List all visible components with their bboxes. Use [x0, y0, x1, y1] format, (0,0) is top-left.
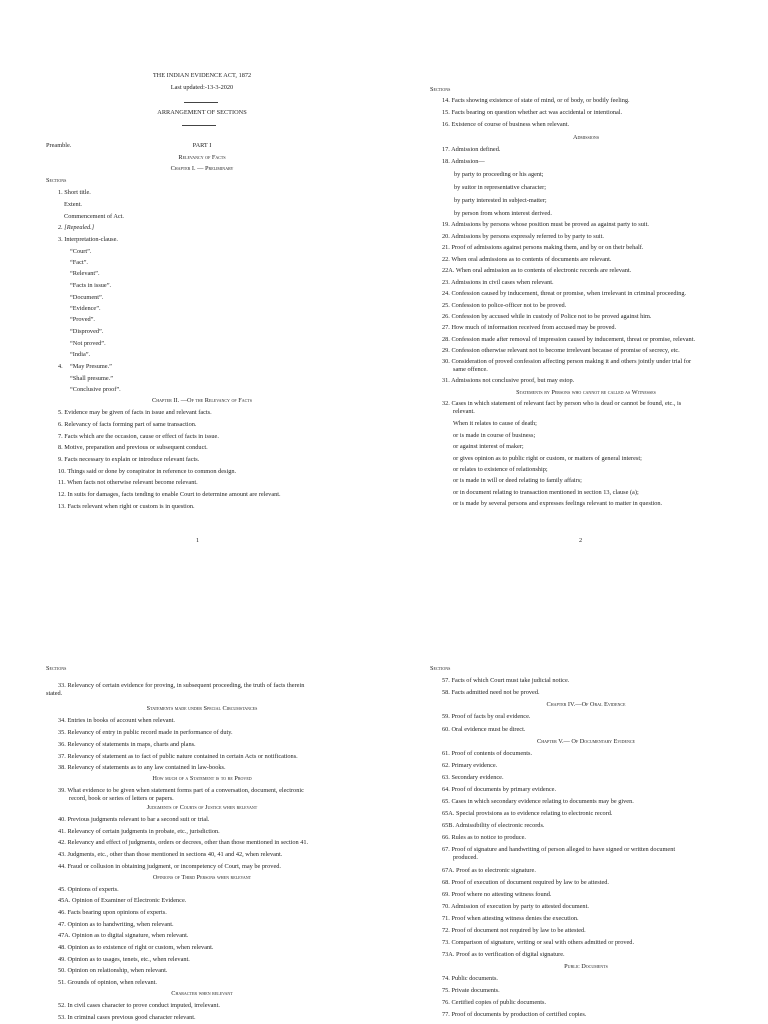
page-4 [384, 512, 768, 1024]
list-item: “Document”. [70, 294, 104, 301]
list-item: 76. Certified copies of public documents. [442, 999, 547, 1006]
act-title: THE INDIAN EVIDENCE ACT, 1872 [152, 72, 252, 79]
page-3 [0, 512, 384, 1024]
list-item: 1. Short title. [58, 189, 91, 196]
chapter-5-heading: Chapter V.— Of Documentary Evidence [537, 738, 635, 745]
page-1 [0, 0, 384, 512]
list-item: 45A. Opinion of Examiner of Electronic Evidence. [58, 897, 187, 904]
list-item: 9. Facts necessary to explain or introduce relevant facts. [58, 456, 200, 463]
list-item: 68. Proof of execution of document required by law to be attested. [442, 879, 609, 886]
list-item: record, book or series of letters or papers. [69, 795, 174, 802]
divider [184, 102, 218, 103]
list-item: 15. Facts bearing on question whether act was accidental or intentional. [442, 109, 623, 116]
list-item: 18. Admission— [442, 158, 485, 165]
list-item: 17. Admission defined. [442, 146, 501, 153]
public-documents-heading: Public Documents [564, 963, 608, 970]
list-item: 6. Relevancy of facts forming part of same transaction. [58, 421, 197, 428]
list-item: 50. Opinion on relationship, when relevant. [58, 967, 168, 974]
list-item: 72. Proof of document not required by law to be attested. [442, 927, 586, 934]
list-item: 65B. Admissibility of electronic records. [442, 822, 545, 829]
list-item: 37. Relevancy of statement as to fact of public nature contained in certain Acts or notifications. [58, 753, 298, 760]
list-item: 59. Proof of facts by oral evidence. [442, 713, 531, 720]
list-item: 71. Proof when attesting witness denies the execution. [442, 915, 579, 922]
list-item: or is made in course of business; [453, 432, 536, 439]
sections-label: Sections [46, 177, 67, 184]
last-updated: Last updated:-13-3-2020 [170, 84, 234, 91]
list-item: 73. Comparison of signature, writing or seal with others admitted or proved. [442, 939, 635, 946]
list-item: produced. [453, 854, 479, 861]
list-item: or is made by several persons and expresses feelings relevant to matter in question. [453, 500, 663, 507]
list-item: 45. Opinions of experts. [58, 886, 119, 893]
page-number: 1 [196, 537, 200, 544]
list-item: 13. Facts relevant when right or custom is in question. [58, 503, 195, 510]
list-item: 23. Admissions in civil cases when relevant. [442, 279, 554, 286]
list-item: 67. Proof of signature and handwriting of person alleged to have signed or written document [442, 846, 676, 853]
list-item: 64. Proof of documents by primary evidence. [442, 786, 557, 793]
list-item: 66. Rules as to notice to produce. [442, 834, 526, 841]
list-item: 8. Motive, preparation and previous or subsequent conduct. [58, 444, 208, 451]
list-item: 35. Relevancy of entry in public record made in performance of duty. [58, 729, 233, 736]
list-item: 73A. Proof as to verification of digital signature. [442, 951, 565, 958]
list-item: or against interest of maker; [453, 443, 524, 450]
list-item: 7. Facts which are the occasion, cause or effect of facts in issue. [58, 433, 219, 440]
list-item: 22A. When oral admission as to contents of electronic records are relevant. [442, 267, 632, 274]
list-item: 46. Facts bearing upon opinions of experts. [58, 909, 167, 916]
list-item: 24. Confession caused by inducement, threat or promise, when irrelevant in criminal proceeding. [442, 290, 687, 297]
chapter-4-heading: Chapter IV.—Of Oral Evidence [546, 701, 626, 708]
list-item: stated. [46, 690, 63, 697]
list-item: 47. Opinion as to handwriting, when relevant. [58, 921, 174, 928]
admissions-heading: Admissions [572, 134, 600, 141]
list-item: 75. Private documents. [442, 987, 500, 994]
list-item: “Not proved”. [70, 340, 106, 347]
preamble: Preamble. [46, 142, 72, 149]
list-item: or relates to existence of relationship; [453, 466, 548, 473]
list-item: 12. In suits for damages, facts tending to enable Court to determine amount are relevant. [58, 491, 281, 498]
statements-heading: Statements by Persons who cannot be called as Witnesses [516, 389, 656, 396]
list-item: 25. Confession to police-officer not to be proved. [442, 302, 567, 309]
list-item: 14. Facts showing existence of state of mind, or of body, or bodily feeling. [442, 97, 630, 104]
list-item: 28. Confession made after removal of impression caused by inducement, threat or promise, relevant. [442, 336, 696, 343]
list-item: 30. Consideration of proved confession affecting person making it and others jointly under trial for [442, 358, 692, 365]
page-2 [384, 0, 768, 512]
list-item: When it relates to cause of death; [453, 420, 537, 427]
list-item: 38. Relevancy of statements as to any law contained in law-books. [58, 764, 226, 771]
list-item: by person from whom interest derived. [454, 210, 552, 217]
list-item: “May Presume.” [70, 363, 112, 370]
list-item: 27. How much of information received from accused may be proved. [442, 324, 617, 331]
special-circumstances-heading: Statements made under Special Circumstances [146, 705, 258, 712]
list-item: 67A. Proof as to electronic signature. [442, 867, 536, 874]
list-item: 32. Cases in which statement of relevant fact by person who is dead or cannot be found, etc., is [442, 400, 682, 407]
list-item: 65. Cases in which secondary evidence relating to documents may be given. [442, 798, 634, 805]
list-item: relevant. [453, 408, 475, 415]
list-item: 16. Existence of course of business when relevant. [442, 121, 570, 128]
list-item: “India”. [70, 351, 91, 358]
list-item: 21. Proof of admissions against persons making them, and by or on their behalf. [442, 244, 644, 251]
list-item: 19. Admissions by persons whose position must be proved as against party to suit. [442, 221, 649, 228]
part-title: Relevancy of Facts [178, 154, 226, 161]
how-much-heading: How much of a Statement is to be Proved [152, 775, 252, 782]
list-item: by suitor in representative character; [454, 184, 546, 191]
list-item: 26. Confession by accused while in custody of Police not to be proved against him. [442, 313, 652, 320]
list-item: 22. When oral admissions as to contents of documents are relevant. [442, 256, 612, 263]
list-item: 44. Fraud or collusion in obtaining judgment, or incompetency of Court, may be proved. [58, 863, 281, 870]
divider [182, 125, 216, 126]
list-item: 4. [58, 363, 63, 370]
list-item: 43. Judgments, etc., other than those mentioned in sections 40, 41 and 42, when relevant. [58, 851, 283, 858]
list-item: 48. Opinion as to existence of right or custom, when relevant. [58, 944, 214, 951]
list-item: “Evidence”. [70, 305, 101, 312]
list-item: 41. Relevancy of certain judgments in probate, etc., jurisdiction. [58, 828, 220, 835]
list-item: 11. When facts not otherwise relevant become relevant. [58, 479, 198, 486]
list-item: by party to proceeding or his agent; [454, 171, 544, 178]
list-item: or gives opinion as to public right or custom, or matters of general interest; [453, 455, 642, 462]
list-item: 58. Facts admitted need not be proved. [442, 689, 540, 696]
list-item: 52. In civil cases character to prove conduct imputed, irrelevant. [58, 1002, 220, 1009]
character-heading: Character when relevant [171, 990, 233, 997]
list-item: 63. Secondary evidence. [442, 774, 504, 781]
list-item: 2. [Repealed.] [58, 224, 95, 231]
list-item: “Conclusive proof”. [70, 386, 121, 393]
list-item: 42. Relevancy and effect of judgments, orders or decrees, other than those mentioned in section 41. [58, 839, 309, 846]
list-item: 60. Oral evidence must be direct. [442, 726, 526, 733]
sections-label: Sections [46, 665, 67, 672]
list-item: “Fact”. [70, 259, 89, 266]
list-item: or in document relating to transaction mentioned in section 13, clause (a); [453, 489, 639, 496]
list-item: 53. In criminal cases previous good character relevant. [58, 1014, 196, 1021]
page-number: 2 [579, 537, 583, 544]
list-item: Extent. [64, 201, 83, 208]
arrangement-heading: ARRANGEMENT OF SECTIONS [157, 109, 247, 116]
list-item: 57. Facts of which Court must take judicial notice. [442, 677, 570, 684]
list-item: 3. Interpretation-clause. [58, 236, 118, 243]
list-item: 36. Relevancy of statements in maps, charts and plans. [58, 741, 196, 748]
list-item: same offence. [453, 366, 488, 373]
list-item: “Facts in issue”. [70, 282, 112, 289]
list-item: 34. Entries in books of account when relevant. [58, 717, 175, 724]
list-item: “Shall presume.” [70, 375, 114, 382]
list-item: 20. Admissions by persons expressly referred to by party to suit. [442, 233, 604, 240]
list-item: Commencement of Act. [64, 213, 124, 220]
list-item: 39. What evidence to be given when statement forms part of a conversation, document, electronic [58, 787, 304, 794]
chapter-1-heading: Chapter I. — Preliminary [170, 165, 234, 172]
list-item: “Disproved”. [70, 328, 104, 335]
list-item: 47A. Opinion as to digital signature, when relevant. [58, 932, 189, 939]
list-item: 70. Admission of execution by party to attested document. [442, 903, 589, 910]
list-item: 49. Opinion as to usages, tenets, etc., when relevant. [58, 956, 190, 963]
list-item: 69. Proof where no attesting witness found. [442, 891, 552, 898]
list-item: 51. Grounds of opinion, when relevant. [58, 979, 157, 986]
list-item: “Proved”. [70, 316, 96, 323]
opinions-heading: Opinions of Third Persons when relevant [152, 874, 252, 881]
part-heading: PART I [192, 142, 212, 149]
judgments-heading: Judgments of Courts of Justice when relevant [146, 804, 258, 811]
list-item: 10. Things said or done by conspirator in reference to common design. [58, 468, 237, 475]
list-item: 5. Evidence may be given of facts in issue and relevant facts. [58, 409, 212, 416]
list-item: “Court”. [70, 248, 92, 255]
list-item: 65A. Special provisions as to evidence relating to electronic record. [442, 810, 613, 817]
sections-label: Sections [430, 86, 451, 93]
sections-label: Sections [430, 665, 451, 672]
list-item: 31. Admissions not conclusive proof, but may estop. [442, 377, 575, 384]
list-item: 77. Proof of documents by production of certified copies. [442, 1011, 587, 1018]
list-item: “Relevant”. [70, 270, 100, 277]
list-item: 29. Confession otherwise relevant not to become irrelevant because of promise of secrecy, etc. [442, 347, 680, 354]
list-item: 62. Primary evidence. [442, 762, 498, 769]
list-item: by party interested in subject-matter; [454, 197, 547, 204]
list-item: or is made in will or deed relating to family affairs; [453, 477, 582, 484]
list-item: 61. Proof of contents of documents. [442, 750, 533, 757]
list-item: 40. Previous judgments relevant to bar a second suit or trial. [58, 816, 210, 823]
chapter-2-heading: Chapter II. —Of the Relevancy of Facts [152, 397, 252, 404]
list-item: 33. Relevancy of certain evidence for proving, in subsequent proceeding, the truth of facts therein [58, 682, 305, 689]
list-item: 74. Public documents. [442, 975, 498, 982]
